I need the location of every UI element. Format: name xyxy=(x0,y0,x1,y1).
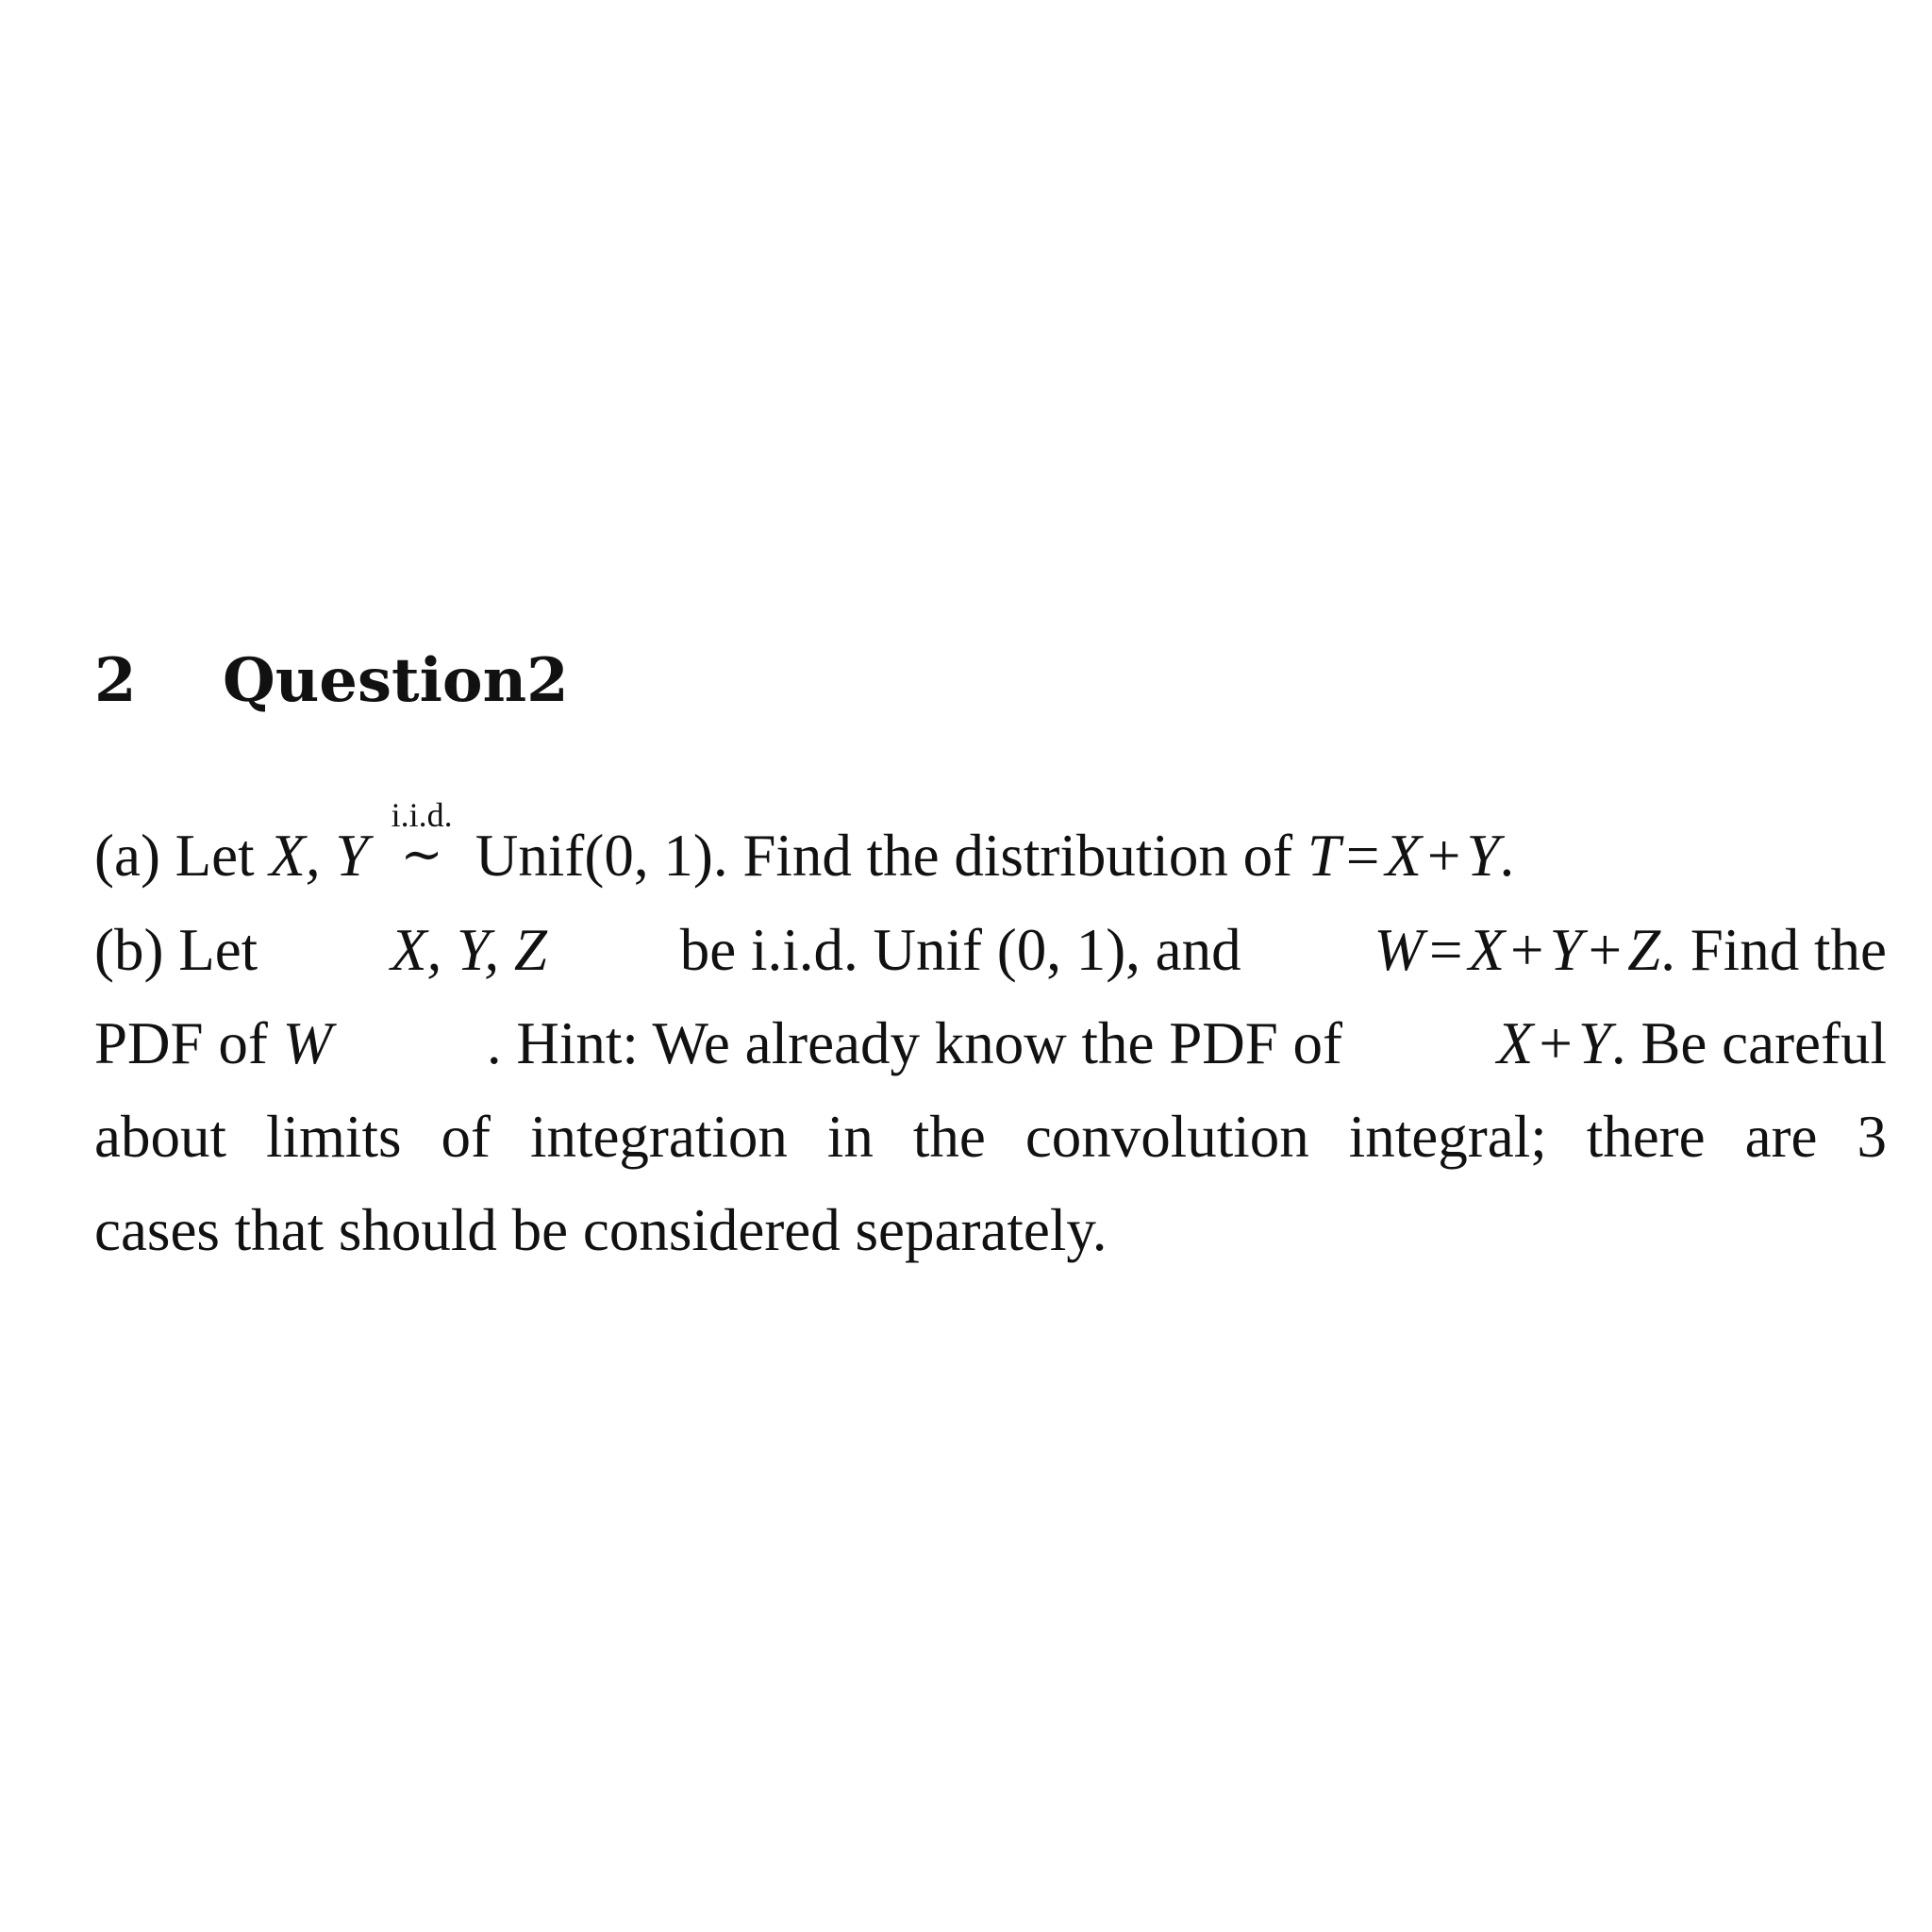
part-b-mid: be i.i.d. Unif (0, 1), and xyxy=(679,917,1241,983)
part-a-plus: + xyxy=(1426,823,1461,889)
hint-end: . Be careful xyxy=(1610,1010,1887,1076)
part-a-prefix: (a) Let xyxy=(94,823,255,889)
hint-prefix-text: PDF of xyxy=(94,1010,268,1076)
hint-x: X xyxy=(1496,1010,1534,1076)
part-b-after: . Find the xyxy=(1660,917,1887,983)
hint-middle: . Hint: We already know the PDF of xyxy=(486,1010,1343,1076)
part-a-x: X xyxy=(1385,823,1422,889)
hint-y: Y xyxy=(1577,1010,1611,1076)
part-b-prefix: (b) Let xyxy=(94,917,258,983)
hint-equation xyxy=(1496,1010,1887,1076)
part-b-plus-1: + xyxy=(1510,917,1544,983)
part-b-y: Y xyxy=(1549,917,1583,983)
hint-plus: + xyxy=(1539,1010,1573,1076)
hint-w: W xyxy=(282,1010,333,1076)
part-a-equals: = xyxy=(1345,823,1380,889)
part-b-x: X xyxy=(1468,917,1506,983)
part-a-end: . xyxy=(1499,823,1515,889)
part-b-vars: X, Y, Z xyxy=(391,917,547,983)
part-a-unif: Unif(0, 1). Find the distribution of xyxy=(475,823,1293,889)
iid-label: i.i.d. xyxy=(391,796,453,834)
part-b-equation xyxy=(1374,917,1887,983)
hint-line-1 xyxy=(94,1010,1887,1076)
part-b-equals: = xyxy=(1429,917,1463,983)
part-b-z: Z xyxy=(1627,917,1661,983)
tilde-symbol: ∼ xyxy=(400,826,443,883)
question-part-a xyxy=(94,796,1887,889)
hint-line-2: about limits of integration in the convolution integral; there are 3 xyxy=(94,1104,1887,1170)
part-b-w: W xyxy=(1374,917,1424,983)
section-title: Question2 xyxy=(223,645,569,716)
part-a-vars: X, Y xyxy=(269,823,369,889)
part-a-t: T xyxy=(1307,823,1341,889)
part-b-plus-2: + xyxy=(1588,917,1623,983)
hint-prefix xyxy=(94,1010,333,1076)
iid-operator xyxy=(383,796,460,886)
part-a-y: Y xyxy=(1466,823,1500,889)
section-number: 2 xyxy=(94,645,137,716)
question-heading xyxy=(94,645,569,716)
hint-line-3: cases that should be considered separately. xyxy=(94,1197,1108,1263)
question-part-b xyxy=(94,917,1887,983)
